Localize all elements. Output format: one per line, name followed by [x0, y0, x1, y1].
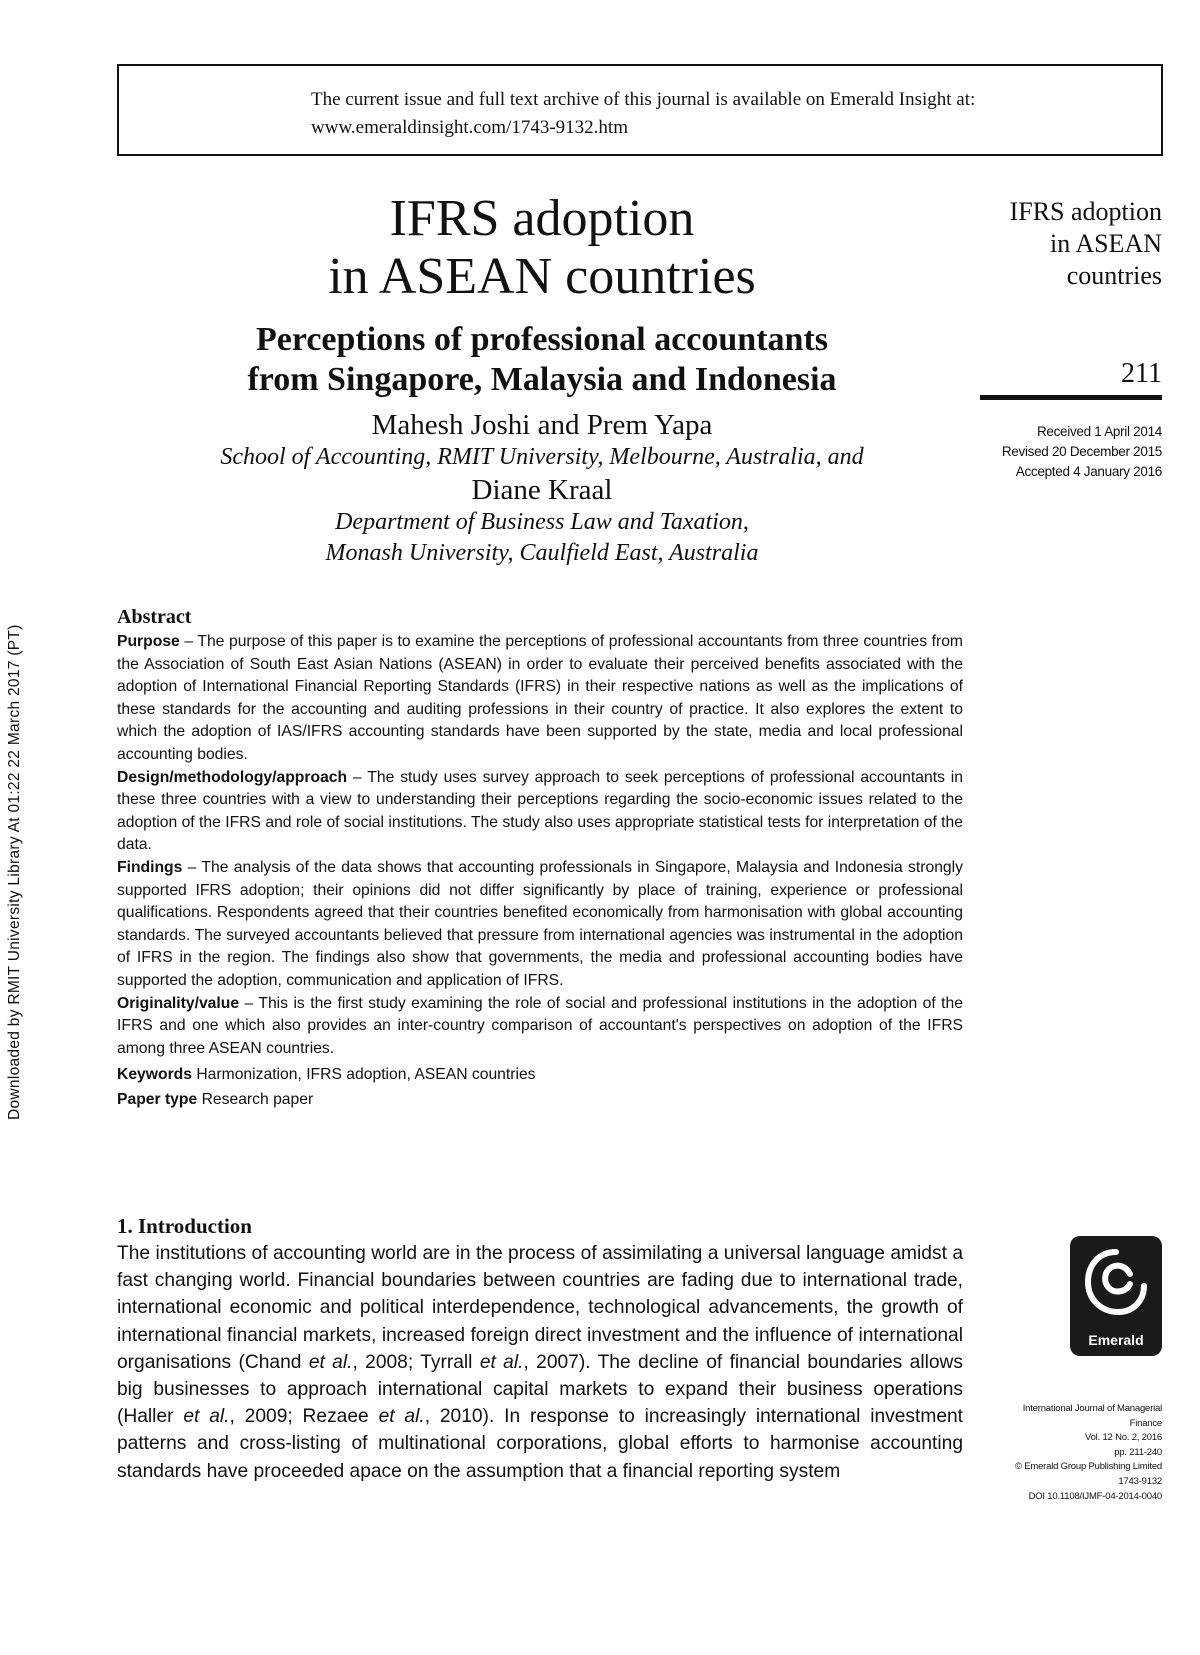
journal-issn: 1743-9132: [1118, 1475, 1162, 1487]
originality-label: Originality/value: [117, 994, 240, 1012]
abstract-findings: [117, 857, 963, 993]
revised-date: Revised 20 December 2015: [1001, 444, 1162, 459]
keywords-text: Harmonization, IFRS adoption, ASEAN countries: [191, 1066, 536, 1084]
article-history: [942, 422, 1162, 482]
abstract-purpose: [117, 631, 963, 767]
intro-etal-2: et al.: [479, 1351, 524, 1373]
intro-text-3: , 2007). The decline of financial boundaries allows big businesses to approach international capital markets to expand their business operations (Haller: [117, 1351, 963, 1428]
journal-volume: Vol. 12 No. 2, 2016: [1084, 1432, 1162, 1444]
journal-pages: pp. 211-240: [1114, 1446, 1162, 1458]
title-line-2: in ASEAN countries: [328, 248, 756, 305]
intro-text-1: The institutions of accounting world are in the process of assimilating a universal language amidst a fast changing world. Financial boundaries between countries are fading due to international trade, international economic and political interdependence, technological advancements, the growth of international financial markets, increased foreign direct investment and the influence of international organisations (Chand: [117, 1243, 963, 1373]
journal-copyright: © Emerald Group Publishing Limited: [1015, 1461, 1162, 1473]
subtitle-line-1: Perceptions of professional accountants: [255, 321, 828, 358]
emerald-logo-word: Emerald: [1088, 1332, 1144, 1348]
journal-doi[interactable]: DOI 10.1108/IJMF-04-2014-0040: [1028, 1490, 1162, 1502]
intro-etal-3: et al.: [183, 1406, 230, 1428]
download-stamp: [6, 550, 24, 1120]
journal-name-line-1: International Journal of Managerial: [1022, 1403, 1162, 1414]
abstract: [117, 603, 963, 1111]
design-label: Design/methodology/approach: [117, 768, 348, 786]
intro-text-2: , 2008; Tyrrall: [352, 1351, 480, 1373]
abstract-originality: [117, 993, 963, 1061]
running-head-line-2: in ASEAN: [1050, 229, 1162, 258]
notice-line-1: The current issue and full text archive of this journal is available on Emerald Insight at:: [311, 89, 976, 110]
running-head-line-1: IFRS adoption: [1009, 197, 1162, 226]
download-stamp-text: Downloaded by RMIT University Library At 01:22 22 March 2017 (PT): [6, 624, 23, 1120]
keywords-label: Keywords: [117, 1066, 192, 1084]
journal-name-line-2: Finance: [1129, 1417, 1162, 1429]
primary-authors: Mahesh Joshi and Prem Yapa: [371, 409, 713, 441]
secondary-author: Diane Kraal: [471, 474, 613, 506]
margin-divider: [980, 395, 1162, 400]
journal-info: [962, 1402, 1162, 1504]
intro-etal-4: et al.: [378, 1406, 425, 1428]
originality-text: – This is the first study examining the role of social and professional institutions in the adoption of the IFRS and one which also provides an inter-country comparison of accountant's perspectives on adoption of the IFRS among three ASEAN countries.: [117, 994, 963, 1057]
intro-text-5: , 2010). In response to increasingly international investment patterns and cross-listing of multinational corporations, global efforts to harmonise accounting standards have proceeded apace on the assumption that a financial reporting system: [117, 1406, 963, 1482]
received-date: Received 1 April 2014: [1036, 424, 1162, 439]
running-head: [942, 196, 1162, 292]
paper-type-label: Paper type: [117, 1090, 198, 1108]
keywords: [117, 1064, 963, 1087]
notice-url[interactable]: www.emeraldinsight.com/1743-9132.htm: [311, 117, 628, 138]
title-line-1: IFRS adoption: [389, 190, 695, 247]
emerald-swirl-icon: [1084, 1246, 1148, 1320]
intro-etal-1: et al.: [308, 1351, 353, 1373]
paper-type-text: Research paper: [197, 1090, 314, 1108]
abstract-design: [117, 767, 963, 857]
findings-text: – The analysis of the data shows that accounting professionals in Singapore, Malaysia and Indonesia strongly supported IFRS adoption; their opinions did not differ significantly by place of training, experience or professional qualifications. Respondents agreed that their countries benefited economically from harmonisation with global accounting standards. The surveyed accountants believed that pressure from international agencies was instrumental in the adoption of IFRS in the region. The findings also show that governments, the media and professional accounting bodies have supported the adoption, communication and application of IFRS.: [117, 858, 963, 989]
secondary-affiliation-line-2: Monash University, Caulfield East, Australia: [325, 540, 759, 566]
introduction-heading: 1. Introduction: [117, 1214, 252, 1238]
findings-label: Findings: [117, 858, 183, 876]
journal-availability-notice: [117, 64, 1163, 156]
accepted-date: Accepted 4 January 2016: [1015, 464, 1162, 479]
article-title: [117, 190, 967, 306]
page-number: 211: [1121, 358, 1162, 389]
subtitle-line-2: from Singapore, Malaysia and Indonesia: [247, 361, 837, 398]
paper-type: [117, 1089, 963, 1112]
design-text: – The study uses survey approach to seek perceptions of professional accountants in these three countries with a view to understanding their perceptions regarding the socio-economic issues related to the adoption of the IFRS and role of social institutions. The study also uses appropriate statistical tests for interpretation of the data.: [117, 768, 963, 854]
purpose-label: Purpose: [117, 633, 180, 650]
article-subtitle: [117, 320, 967, 400]
emerald-logo: [1070, 1236, 1162, 1356]
intro-text-4: , 2009; Rezaee: [229, 1406, 379, 1428]
running-head-line-3: countries: [1066, 261, 1162, 290]
secondary-affiliation-line-1: Department of Business Law and Taxation,: [335, 509, 749, 535]
title-block: [117, 190, 967, 569]
introduction-paragraph: [117, 1240, 963, 1485]
introduction-section: [117, 1212, 963, 1485]
purpose-text: – The purpose of this paper is to examine the perceptions of professional accountants from three countries from the Association of South East Asian Nations (ASEAN) in order to evaluate their perceived benefits associated with the adoption of International Financial Reporting Standards (IFRS) in their respective nations as well as the implications of these standards for the accounting and auditing professions in their country of practice. It also explores the extent to which the adoption of IAS/IFRS accounting standards have been supported by the state, media and local professional accounting bodies.: [117, 633, 963, 763]
abstract-heading: Abstract: [117, 606, 192, 628]
primary-affiliation: School of Accounting, RMIT University, Melbourne, Australia, and: [220, 444, 864, 470]
